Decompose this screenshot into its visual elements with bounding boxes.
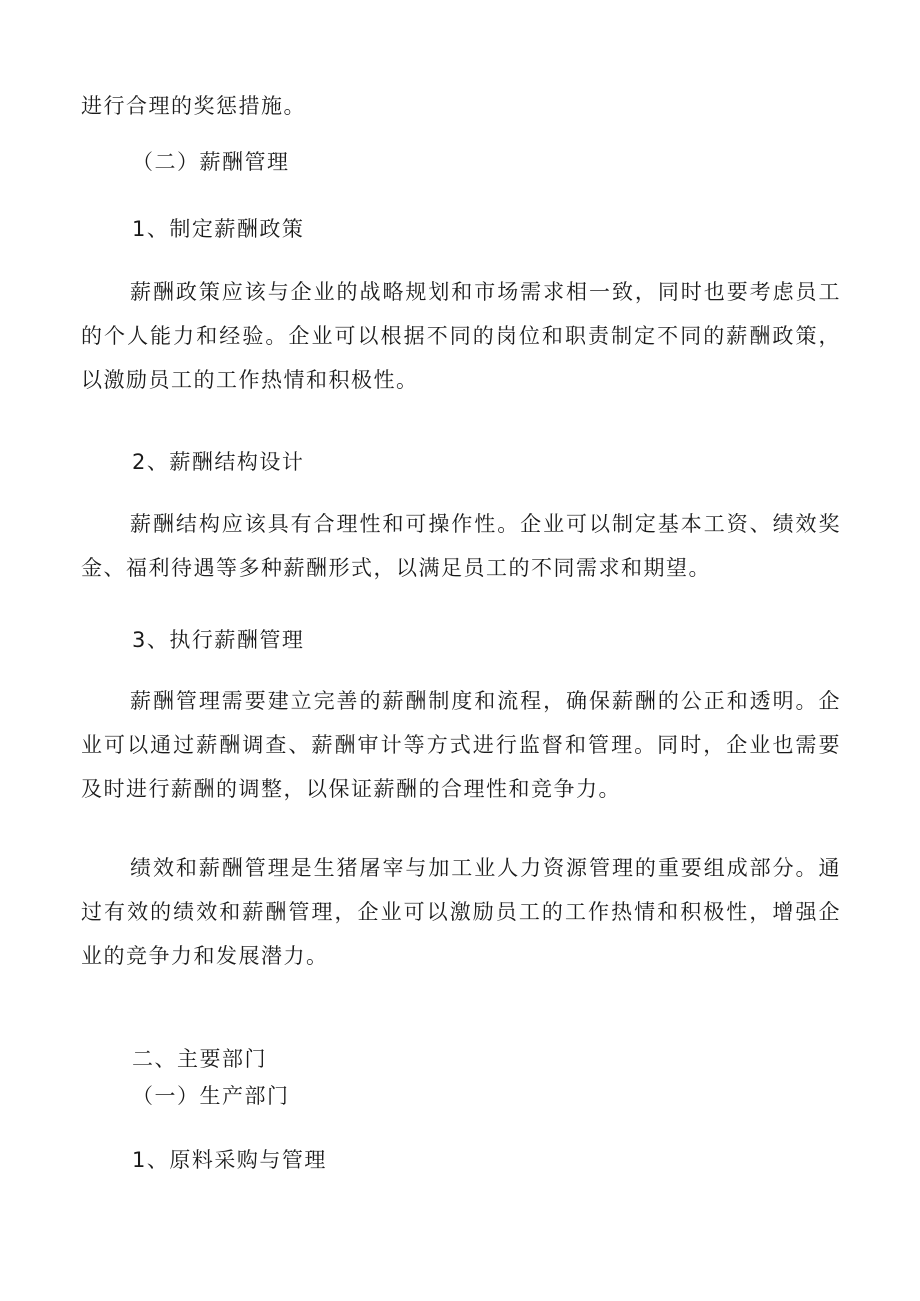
paragraph-pay-structure: 薪酬结构应该具有合理性和可操作性。企业可以制定基本工资、绩效奖金、福利待遇等多种薪酬形式，以满足员工的不同需求和期望。 (81, 512, 841, 580)
item-title-pay-execution: 3、执行薪酬管理 (132, 628, 305, 652)
continuation-line: 进行合理的奖惩措施。 (81, 94, 306, 118)
paragraph-pay-execution: 薪酬管理需要建立完善的薪酬制度和流程，确保薪酬的公正和透明。企业可以通过薪酬调查、薪酬审计等方式进行监督和管理。同时，企业也需要及时进行薪酬的调整，以保证薪酬的合理性和竞争力。 (81, 689, 841, 801)
section-heading-departments: 二、主要部门 (132, 1047, 267, 1071)
item-title-material-procurement: 1、原料采购与管理 (132, 1148, 327, 1172)
item-title-pay-policy: 1、制定薪酬政策 (132, 217, 305, 241)
subsection-heading-production: （一）生产部门 (132, 1084, 290, 1108)
item-title-pay-structure: 2、薪酬结构设计 (132, 450, 305, 474)
paragraph-pay-policy: 薪酬政策应该与企业的战略规划和市场需求相一致，同时也要考虑员工的个人能力和经验。企业可以根据不同的岗位和职责制定不同的薪酬政策，以激励员工的工作热情和积极性。 (81, 280, 841, 392)
paragraph-summary: 绩效和薪酬管理是生猪屠宰与加工业人力资源管理的重要组成部分。通过有效的绩效和薪酬管理，企业可以激励员工的工作热情和积极性，增强企业的竞争力和发展潜力。 (81, 856, 841, 968)
section-heading-pay: （二）薪酬管理 (132, 150, 290, 174)
